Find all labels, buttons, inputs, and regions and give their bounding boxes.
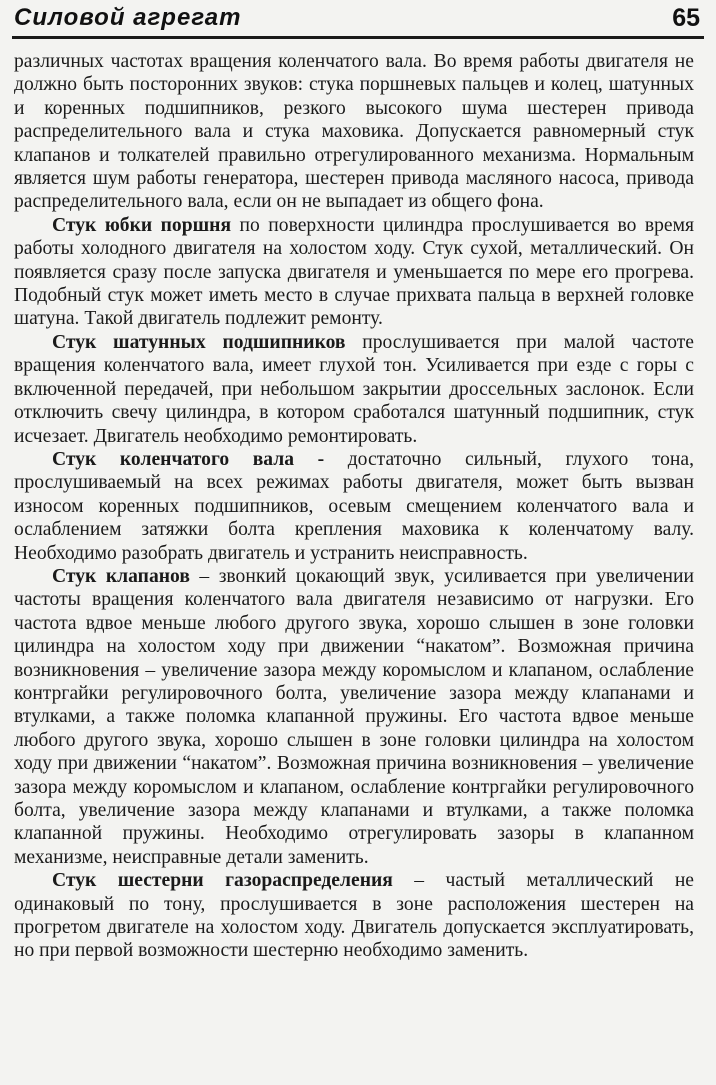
paragraph-rod-bearing-knock <box>14 331 694 448</box>
body-text <box>14 50 694 963</box>
paragraph-text: – звонкий цокающий звук, усиливается при увеличении частоты вращения коленчатого вала двигателя независимо от нагрузки. Его частота вдвое меньше любого другого звука, хорошо слышен в зоне головки цилиндра на холостом ходу при движении “накатом”. Возможная причина возникновения – увеличение зазора между коромыслом и клапаном, ослабление контргайки регулировочного болта, увеличение зазора между клапанами и втулками, а также поломка клапанной пружины. Его частота вдвое меньше любого другого звука, хорошо слышен в зоне головки цилиндра на холостом ходу при движении “накатом”. Возможная причина возникновения – увеличение зазора между коромыслом и клапаном, ослабление контргайки регулировочного болта, увеличение зазора между клапанами и втулками, а также поломка клапанной пружины. Необходимо отрегулировать зазоры в клапанном механизме, неисправные детали заменить. <box>14 565 694 868</box>
section-title: Силовой агрегат <box>14 4 242 31</box>
paragraph-timing-gear-knock <box>14 869 694 963</box>
page-number: 65 <box>672 4 700 32</box>
paragraph-text: различных частотах вращения коленчатого вала. Во время работы двигателя не должно быть посторонних звуков: стука поршневых пальцев и колец, шатунных и коренных подшипников, резкого высокого шума шестерен привода распределительного вала и стука маховика. Допускается равномерный стук клапанов и толкателей правильно отрегулированного механизма. Нормальным является шум работы генератора, шестерен привода масляного насоса, привода распределительного вала, если он не выпадает из общего фона. <box>14 51 694 213</box>
paragraph-valve-knock <box>14 565 694 869</box>
paragraph-text: по поверхности цилиндра прослушивается во время работы холодного двигателя на холостом ходу. Стук сухой, металлический. Он появляется сразу после запуска двигателя и уменьшается по мере его прогрева. Подобный стук может иметь место в случае прихвата пальца в верхней головке шатуна. Такой двигатель подлежит ремонту. <box>14 214 694 330</box>
paragraph-term: Стук коленчатого вала - <box>52 448 325 470</box>
paragraph-intro <box>14 50 694 214</box>
paragraph-term: Стук клапанов <box>52 565 190 587</box>
page-header <box>0 0 716 40</box>
paragraph-text: – частый металлический не одинаковый по тону, прослушивается в зоне расположения шестерен на прогретом двигателе на холостом ходу. Двигатель допускается эксплуатировать, но при первой возможности шестерню необходимо заменить. <box>14 870 695 962</box>
paragraph-text: прослушивается при малой частоте вращения коленчатого вала, имеет глухой тон. Усиливается при езде с горы с включенной передачей, при небольшом закрытии дроссельных заслонок. Если отключить свечу цилиндра, в котором сработался шатунный подшипник, стук исчезает. Двигатель необходимо ремонтировать. <box>14 331 694 447</box>
paragraph-crankshaft-knock <box>14 448 694 565</box>
paragraph-piston-skirt-knock <box>14 214 694 331</box>
paragraph-term: Стук шестерни газораспределения <box>52 870 393 892</box>
paragraph-term: Стук шатунных подшипников <box>52 331 346 353</box>
header-divider <box>12 36 704 39</box>
paragraph-term: Стук юбки поршня <box>52 214 232 236</box>
paragraph-text: достаточно сильный, глухого тона, прослушиваемый на всех режимах работы двигателя, может быть вызван износом коренных подшипников, осевым смещением коленчатого вала и ослаблением затяжки болта крепления маховика к коленчатому валу. Необходимо разобрать двигатель и устранить неисправность. <box>14 448 694 564</box>
